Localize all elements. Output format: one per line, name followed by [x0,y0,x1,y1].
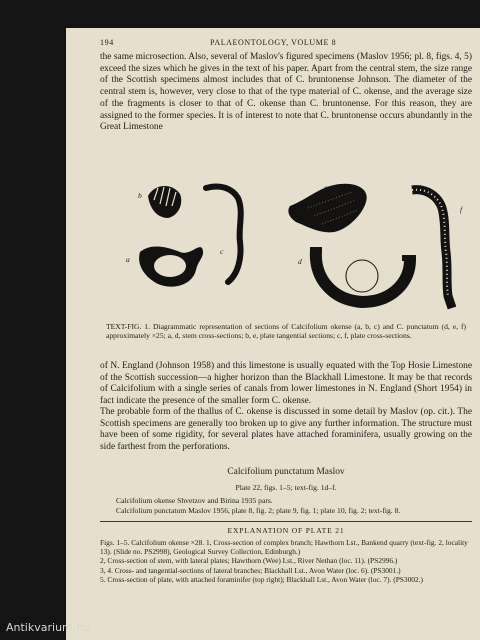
label-b: b [138,191,142,200]
caption-text: Diagrammatic representation of sections of Calcifolium okense (a, b, c) and C. punctatum (d, e, f) approximately ×25; a, d, stem cross-sections; b, e, plate tangential sections; c, f, plate cross-sections. [106,322,466,341]
book-page [66,28,480,640]
paragraph-2: of N. England (Johnson 1958) and this limestone is usually equated with the Top Hosie Limestone of the Scottish succession—a higher horizon than the Blackhall Limestone. It may be that records of Calcifolium with a single series of canals from lower limestones in N. England (Short 1954) in fact indicate the presence of the smaller form C. okense. [100,361,472,407]
watermark: Antikvarium.hu [6,621,91,634]
label-d: d [298,257,302,266]
running-title: PALAEONTOLOGY, VOLUME 8 [210,38,337,47]
text-figure-1 [100,178,472,318]
label-f: f [460,205,463,214]
plate-explanation-heading: EXPLANATION OF PLATE 21 [227,526,345,535]
divider-rule [100,521,472,522]
page-number: 194 [100,38,114,47]
drawing-d [310,250,416,302]
drawing-e [288,184,366,233]
explanation-entry: 2, Cross-section of stem, with lateral plates; Hawthorn (Wee) Lst., River Nethan (loc. 11). (PS2996.) [100,556,398,566]
drawing-a [139,247,203,287]
explanation-entry: 3, 4. Cross- and tangential-sections of lateral branches; Blackhall Lst., Avon Water (loc. 6). (PS3001.) [100,565,401,575]
explanation-entry: Figs. 1–5. Calcifolium okense ×28. 1, Cross-section of complex branch; Hawthorn Lst., Bankend quarry (text-fig. 2, locality 13). (Slide no. PS2998), Geological Survey Collection, Edinburgh.) [100,538,468,557]
paragraph-1: the same microsection. Also, several of Maslov's figured specimens (Maslov 1956; pl. 8, figs. 4, 5) exceed the sizes which he gives in the text of his paper. Apart from the central stem, the size range of the Scottish specimens almost includes that of C. bruntonense Johnson. The diameter of the central stem is, however, very close to that of the type material of C. okense, and the average size of the fragments is closer to that of C. okense than C. bruntonense. For this reason, they are assigned to the former species. It is of interest to note that C. bruntonense occurs abundantly in the Great Limestone [100,52,472,133]
plate-explanation [100,538,472,584]
plate-reference: Plate 22, figs. 1–5; text-fig. 1d–f. [235,483,337,492]
drawing-f [412,190,452,308]
drawing-b [148,186,181,218]
species-heading: Calcifolium punctatum Maslov [227,467,345,477]
label-e: e [324,183,328,192]
synonymy-list [116,496,472,515]
figure-drawings [100,178,472,318]
paragraph-3: The probable form of the thallus of C. okense is discussed in some detail by Maslov (op. cit.). The Scottish specimens are generally too broken up to give any further information. The structure must have been of some rigidity, for several plates have attached foraminifera, usually growing on the side farthest from the perforations. [100,407,472,453]
explanation-entry: 5. Cross-section of plate, with attached foraminifer (top right); Blackhall Lst., Avon Water (loc. 7). (PS3002.) [100,574,424,584]
figure-caption [106,322,466,341]
label-c: c [220,247,224,256]
synonymy-entry: Calcifolium okense Shvetzov and Birina 1935 pars. [116,496,273,505]
synonymy-entry: Calcifolium punctatum Maslov 1956, plate 8, fig. 2; plate 9, fig. 1; plate 10, fig. 2; text-fig. 8. [116,505,401,515]
label-a: a [126,255,130,264]
caption-label: TEXT-FIG. 1. [106,322,151,331]
drawing-c [206,186,241,282]
